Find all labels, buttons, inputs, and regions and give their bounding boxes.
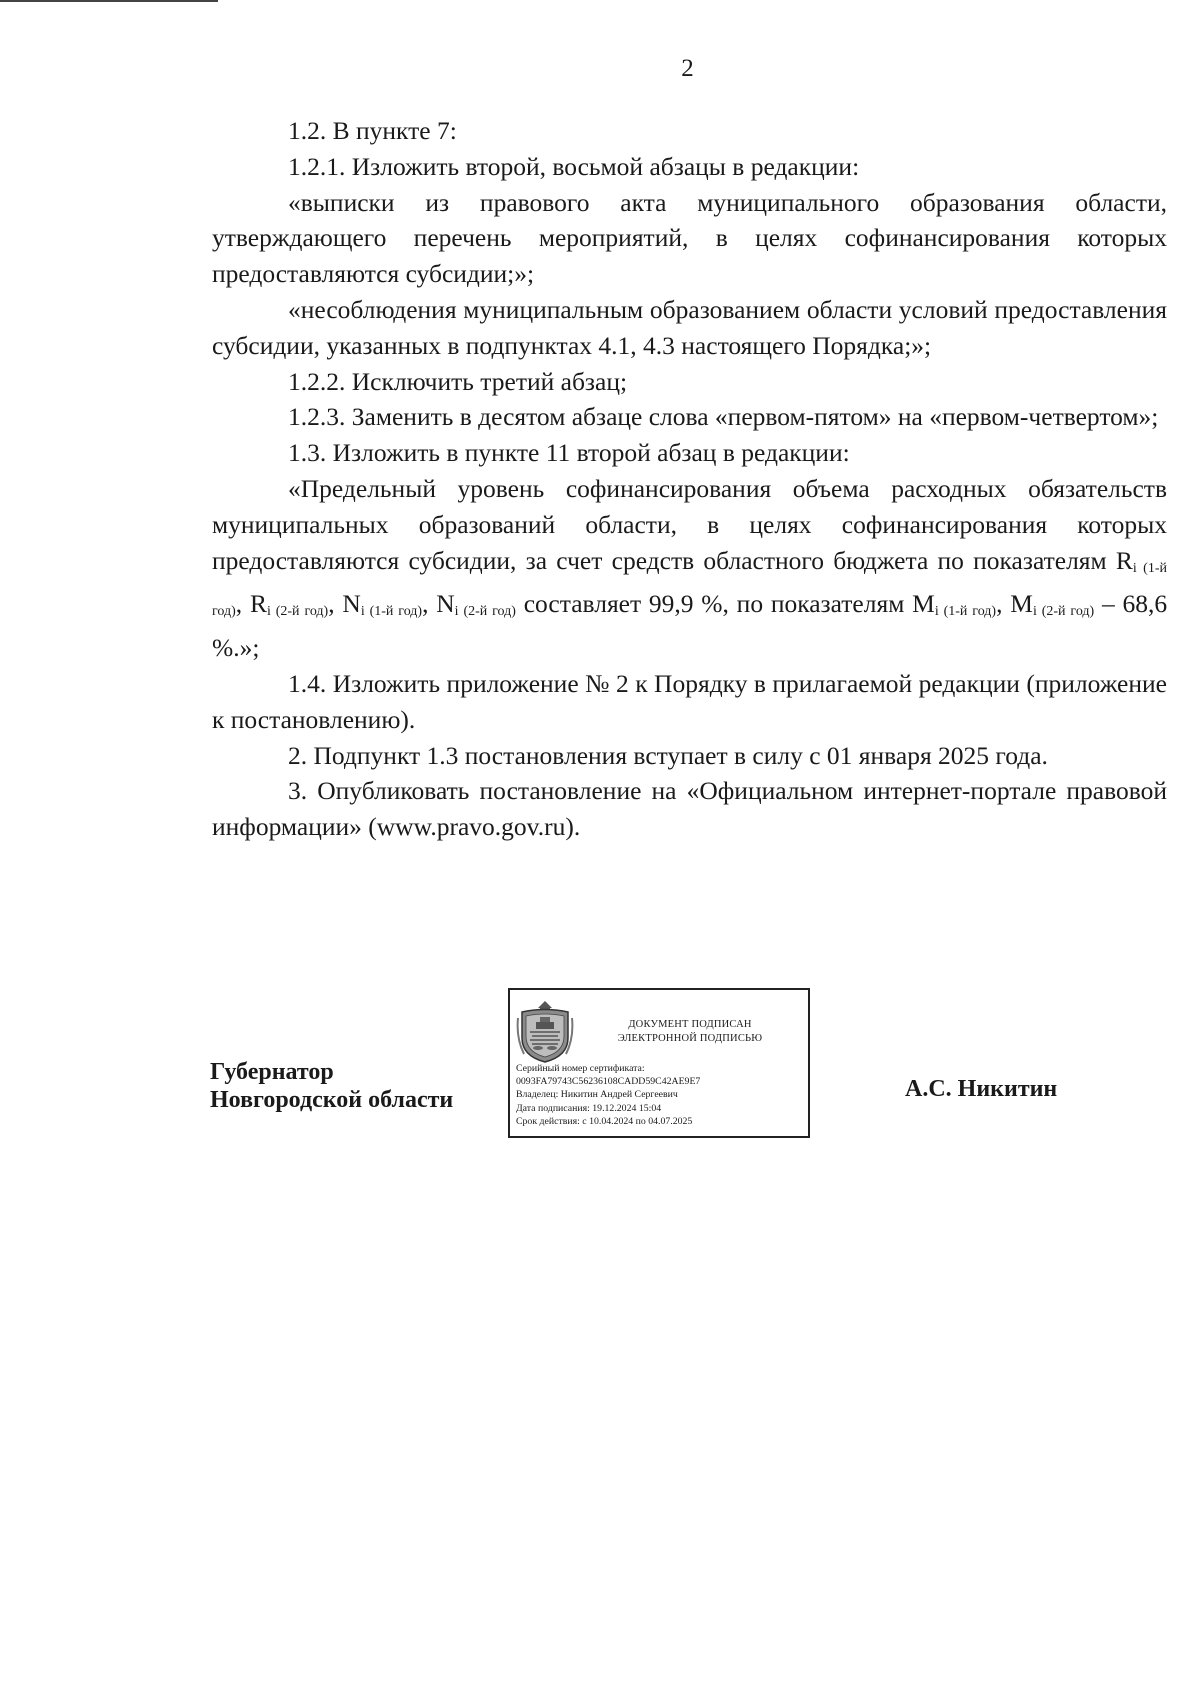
top-rule (0, 0, 218, 2)
page-number: 2 (681, 55, 694, 82)
paragraph-3: 3. Опубликовать постановление на «Официальном интернет-портале правовой информации» (www.pravo.gov.ru). (212, 776, 1167, 842)
electronic-signature-stamp (508, 988, 810, 1138)
stamp-header-line2: ЭЛЕКТРОННОЙ ПОДПИСЬЮ (617, 1033, 763, 1044)
stamp-header-line1: ДОКУМЕНТ ПОДПИСАН (628, 1019, 752, 1030)
signatory-title-line1: Губернатор (210, 1059, 334, 1085)
stamp-owner: Владелец: Никитин Андрей Сергеевич (516, 1089, 678, 1101)
signatory-title (210, 1058, 453, 1114)
indicator-r2: $R_i$ $_{(2-й год)}$ (249, 589, 329, 620)
novgorod-coat-of-arms-icon (516, 998, 574, 1064)
paragraph-quote-extract: «выписки из правового акта муниципального образования области, утверждающего перечень мероприятий, в целях софинансирования которых предоставляются субсидии;»; (212, 187, 1167, 289)
document-body (212, 113, 1167, 845)
stamp-details (516, 1062, 806, 1128)
signatory-title-line2: Новгородской области (210, 1087, 454, 1113)
cofinancing-intro: «Предельный уровень софинансирования объема расходных обязательств муниципальных образований области, в целях софинансирования которых предоставляются субсидии, за счет средств областного бюджета по показателям (212, 473, 1167, 575)
indicator-r1: $R_i$ $_{(1-й год)}$ (212, 545, 1167, 620)
stamp-serial-label: Серийный номер сертификата: (516, 1063, 645, 1074)
indicator-m1: $M_i$ $_{(1-й год)}$ (912, 589, 997, 620)
paragraph-1-2-2: 1.2.2. Исключить третий абзац; (288, 366, 628, 396)
indicator-n1: $N_i$ $_{(1-й год)}$ (342, 589, 423, 620)
indicator-m2: $M_i$ $_{(2-й год)}$ (1010, 589, 1095, 620)
paragraph-cofinancing-quote: «Предельный уровень софинансирования объема расходных обязательств муниципальных образований области, в целях софинансирования которых предоставляются субсидии, за счет средств областного бюджета по показателям $R_i$ $_{(1-й год)}$, $R_i$ $_{(2-й год)}$, $N_i$ $_{(1-й год)}$, $N_i$ $_{(2-й год)}$ составляет 99,9 %, по показателям $M_i$ $_{(1-й год)}$, $M_i$ $_{(2-й год)}$ – 68,6 %.»; (212, 473, 1168, 663)
stamp-serial-value: 0093FA79743C56236108CADD59C42AE9E7 (516, 1076, 701, 1088)
indicator-n2: $N_i$ $_{(2-й год)}$ (436, 589, 516, 620)
paragraph-1-2: 1.2. В пункте 7: (288, 116, 457, 145)
paragraph-2: 2. Подпункт 1.3 постановления вступает в силу с 01 января 2025 года. (288, 740, 1048, 770)
paragraph-1-4: 1.4. Изложить приложение № 2 к Порядку в прилагаемой редакции (приложение к постановлению). (212, 668, 1167, 734)
signatory-name: А.С. Никитин (905, 1076, 1058, 1102)
stamp-header (595, 1018, 785, 1046)
stamp-signed-date: Дата подписания: 19.12.2024 15:04 (516, 1102, 662, 1114)
cofinancing-tail: – 68,6 %.»; (212, 589, 1168, 663)
paragraph-quote-noncompliance: «несоблюдения муниципальным образованием области условий предоставления субсидии, указанных в подпунктах 4.1, 4.3 настоящего Порядка;»; (212, 294, 1167, 360)
stamp-validity: Срок действия: с 10.04.2024 по 04.07.2025 (516, 1115, 693, 1127)
cofinancing-mid: составляет 99,9 %, по показателям (515, 589, 913, 619)
paragraph-1-2-1: 1.2.1. Изложить второй, восьмой абзацы в редакции: (288, 151, 860, 181)
paragraph-1-3: 1.3. Изложить в пункте 11 второй абзац в редакции: (288, 438, 850, 468)
paragraph-1-2-3: 1.2.3. Заменить в десятом абзаце слова «первом-пятом» на «первом-четвертом»; (288, 402, 1159, 432)
